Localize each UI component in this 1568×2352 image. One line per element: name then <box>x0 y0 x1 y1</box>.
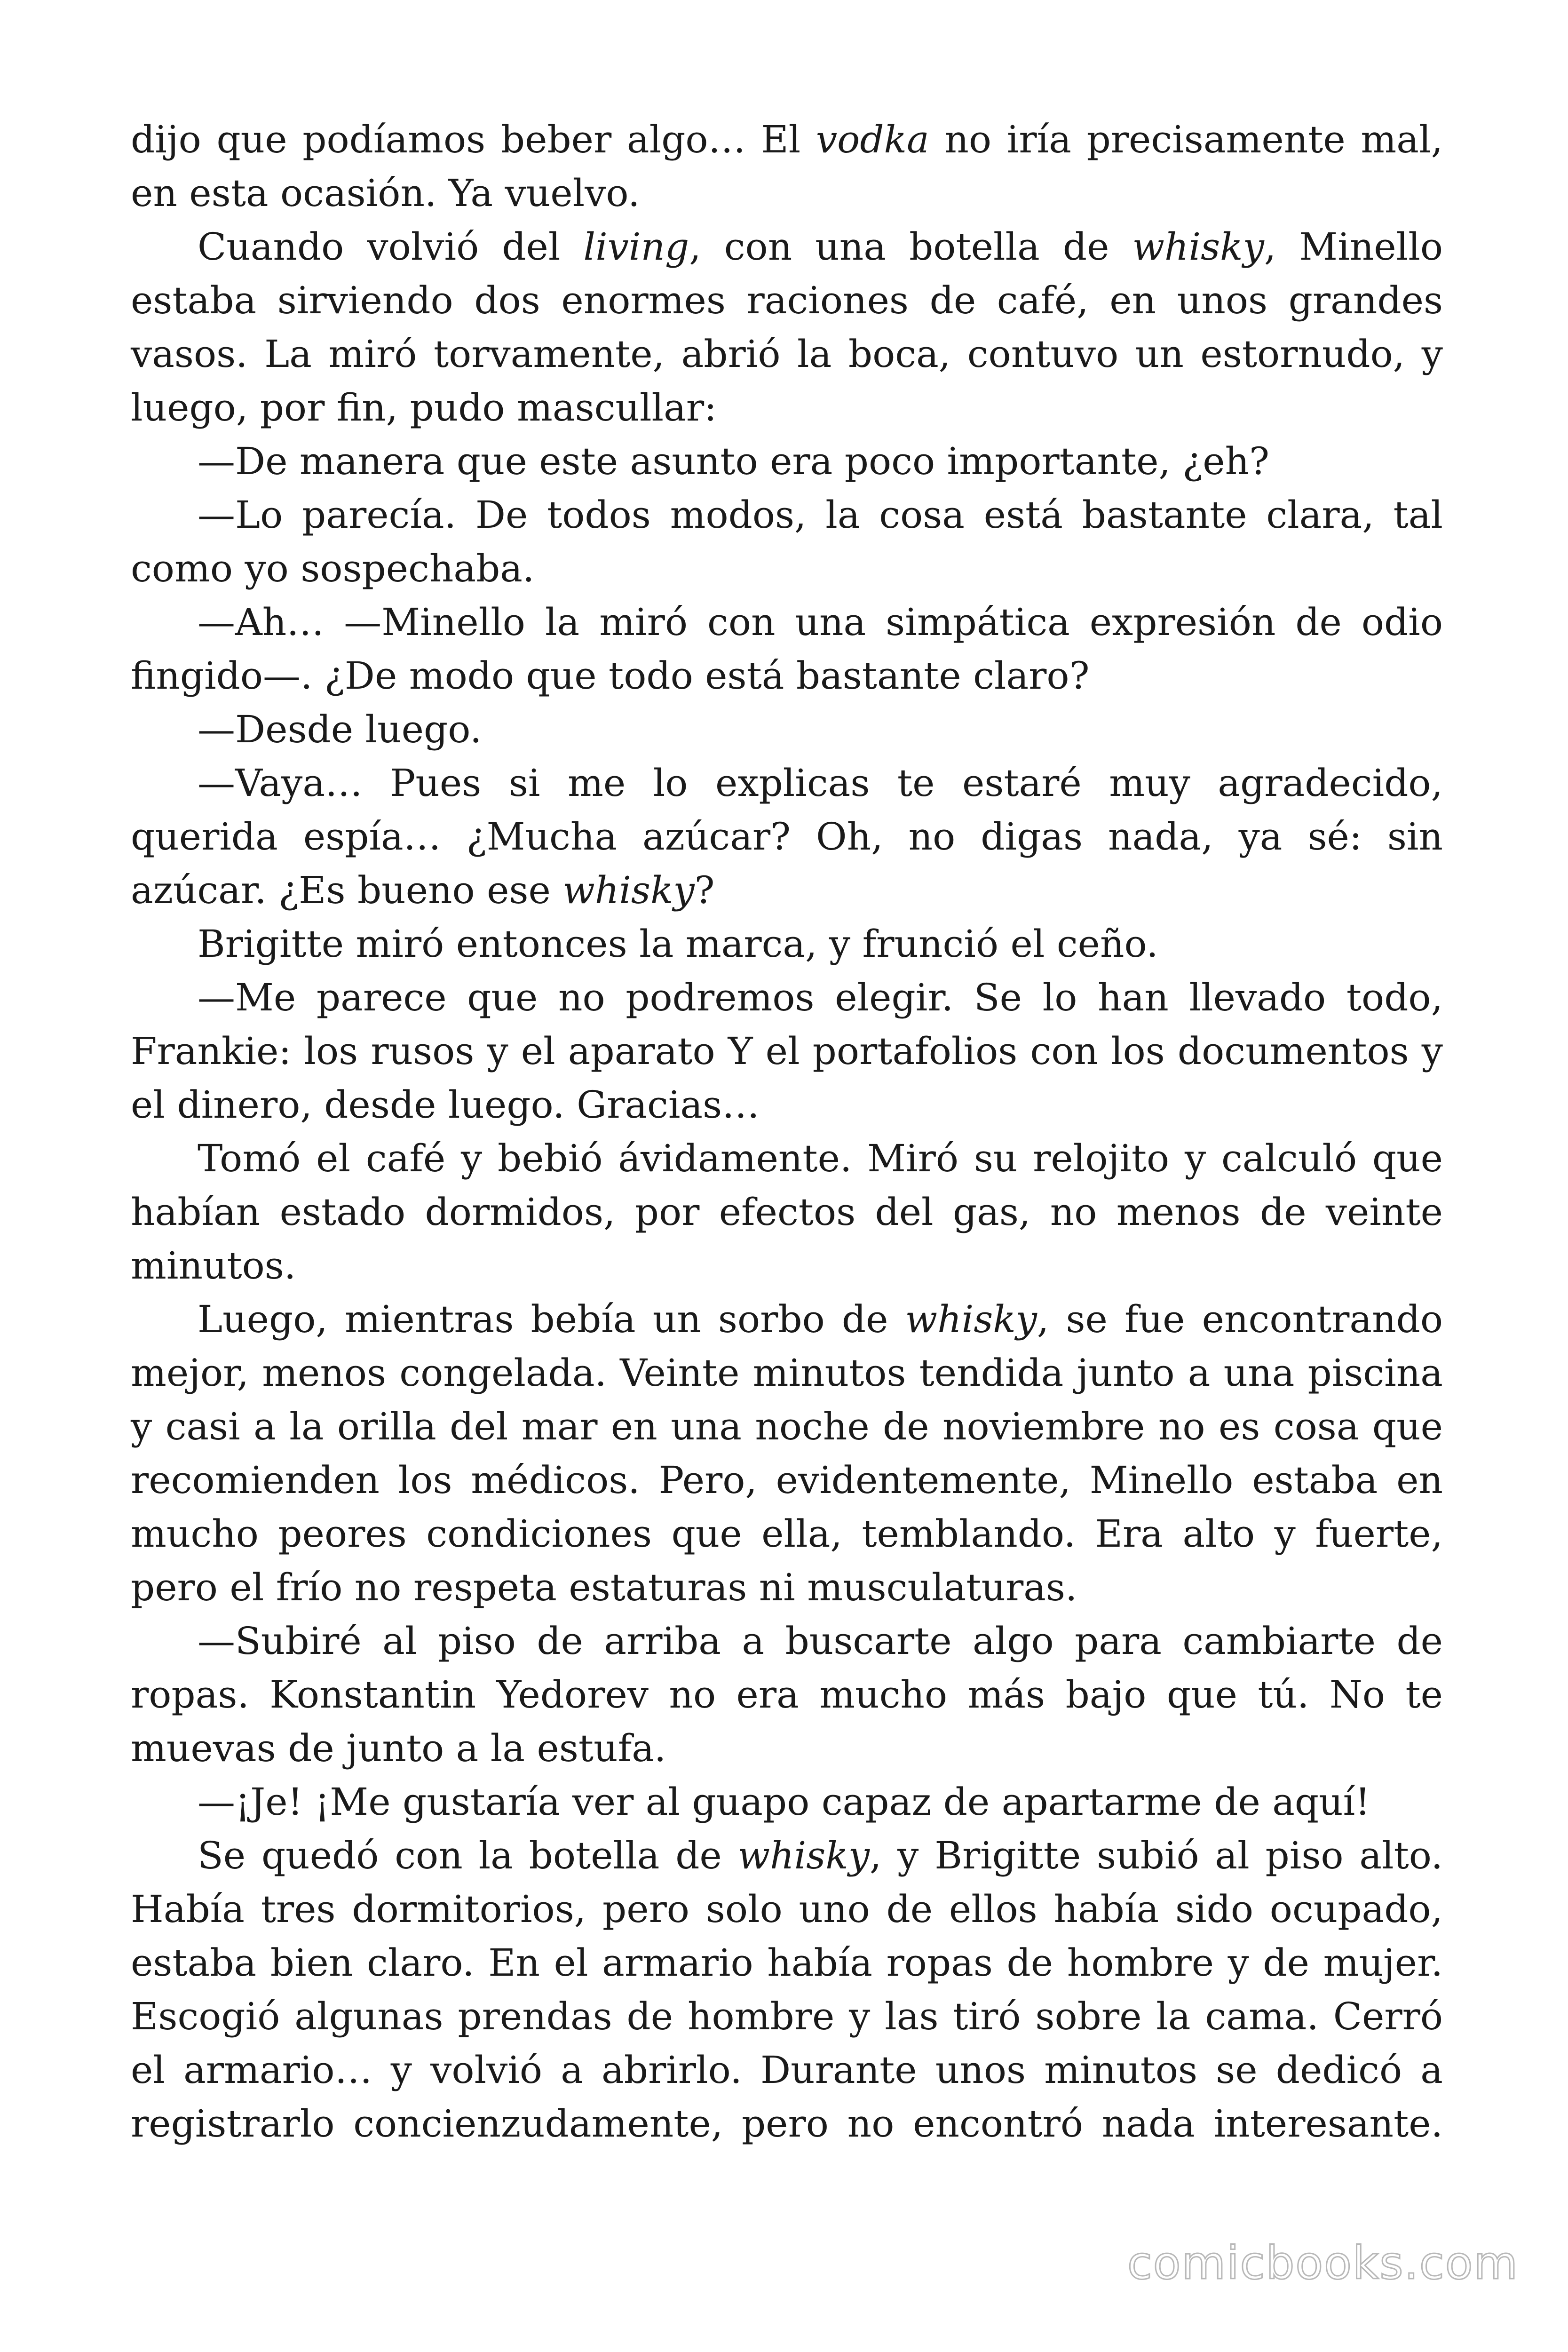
paragraph <box>131 971 1443 1132</box>
text-run: no iría precisamente mal, en esta ocasión. Ya vuelvo. <box>131 118 1443 215</box>
text-run: —Me parece que no podremos elegir. Se lo han llevado todo, Frankie: los rusos y el aparato Y el portafolios con los documentos y el dinero, desde luego. Gracias… <box>131 976 1443 1127</box>
italic-text: whisky <box>562 868 695 912</box>
paragraph <box>131 1614 1443 1775</box>
watermark: comicbooks.com <box>1127 2237 1519 2289</box>
italic-text: whisky <box>1132 225 1264 269</box>
paragraph <box>131 917 1443 971</box>
text-run: ? <box>694 868 715 912</box>
paragraph <box>131 113 1443 220</box>
paragraph <box>131 488 1443 596</box>
text-run: —Vaya… Pues si me lo explicas te estaré muy agradecido, querida espía… ¿Mucha azúcar? Oh, no digas nada, ya sé: sin azúcar. ¿Es bueno ese <box>131 761 1443 912</box>
text-run: —Subiré al piso de arriba a buscarte algo para cambiarte de ropas. Konstantin Yedorev no era mucho más bajo que tú. No te muevas de junto a la estufa. <box>131 1619 1443 1770</box>
text-run: Luego, mientras bebía un sorbo de <box>198 1297 905 1341</box>
paragraph <box>131 596 1443 703</box>
text-run: , se fue encontrando mejor, menos congelada. Veinte minutos tendida junto a una piscina y casi a la orilla del mar en una noche de noviembre no es cosa que recomienden los médicos. Pero, evidentemente, Minello estaba en mucho peores condiciones que ella, temblando. Era alto y fuerte, pero el frío no respeta estaturas ni musculaturas. <box>131 1297 1443 1609</box>
text-run: —¡Je! ¡Me gustaría ver al guapo capaz de apartarme de aquí! <box>198 1780 1370 1824</box>
italic-text: whisky <box>905 1297 1037 1341</box>
text-run: —Lo parecía. De todos modos, la cosa está bastante clara, tal como yo sospechaba. <box>131 493 1443 590</box>
text-run: Tomó el café y bebió ávidamente. Miró su relojito y calculó que habían estado dormidos, por efectos del gas, no menos de veinte minutos. <box>131 1136 1443 1287</box>
italic-text: whisky <box>737 1834 870 1877</box>
text-run: , y Brigitte subió al piso alto. Había tres dormitorios, pero solo uno de ellos había sido ocupado, estaba bien claro. En el armario había ropas de hombre y de mujer. Escogió algunas prendas de hombre y las tiró sobre la cama. Cerró el armario… y volvió a abrirlo. Durante unos minutos se dedicó a registrarlo concienzudamente, pero no encontró nada interesante. <box>131 1834 1443 2145</box>
paragraph <box>131 756 1443 917</box>
italic-text: vodka <box>816 118 929 161</box>
paragraph <box>131 1132 1443 1293</box>
text-run: —Ah… —Minello la miró con una simpática expresión de odio fingido—. ¿De modo que todo está bastante claro? <box>131 600 1443 698</box>
text-run: dijo que podíamos beber algo… El <box>131 118 816 161</box>
text-run: —Desde luego. <box>198 707 482 751</box>
italic-text: living <box>583 225 689 269</box>
text-run: —De manera que este asunto era poco importante, ¿eh? <box>198 439 1269 483</box>
text-run: , con una botella de <box>689 225 1132 269</box>
paragraph <box>131 1293 1443 1614</box>
page-text <box>131 113 1443 2151</box>
text-run: , Minello estaba sirviendo dos enormes raciones de café, en unos grandes vasos. La miró torvamente, abrió la boca, contuvo un estornudo, y luego, por fin, pudo mascullar: <box>131 225 1443 429</box>
paragraph <box>131 1829 1443 2151</box>
text-run: Cuando volvió del <box>198 225 584 269</box>
text-run: Brigitte miró entonces la marca, y frunció el ceño. <box>198 922 1158 966</box>
paragraph <box>131 435 1443 488</box>
text-run: Se quedó con la botella de <box>198 1834 738 1877</box>
paragraph <box>131 220 1443 435</box>
paragraph <box>131 703 1443 756</box>
paragraph <box>131 1775 1443 1829</box>
